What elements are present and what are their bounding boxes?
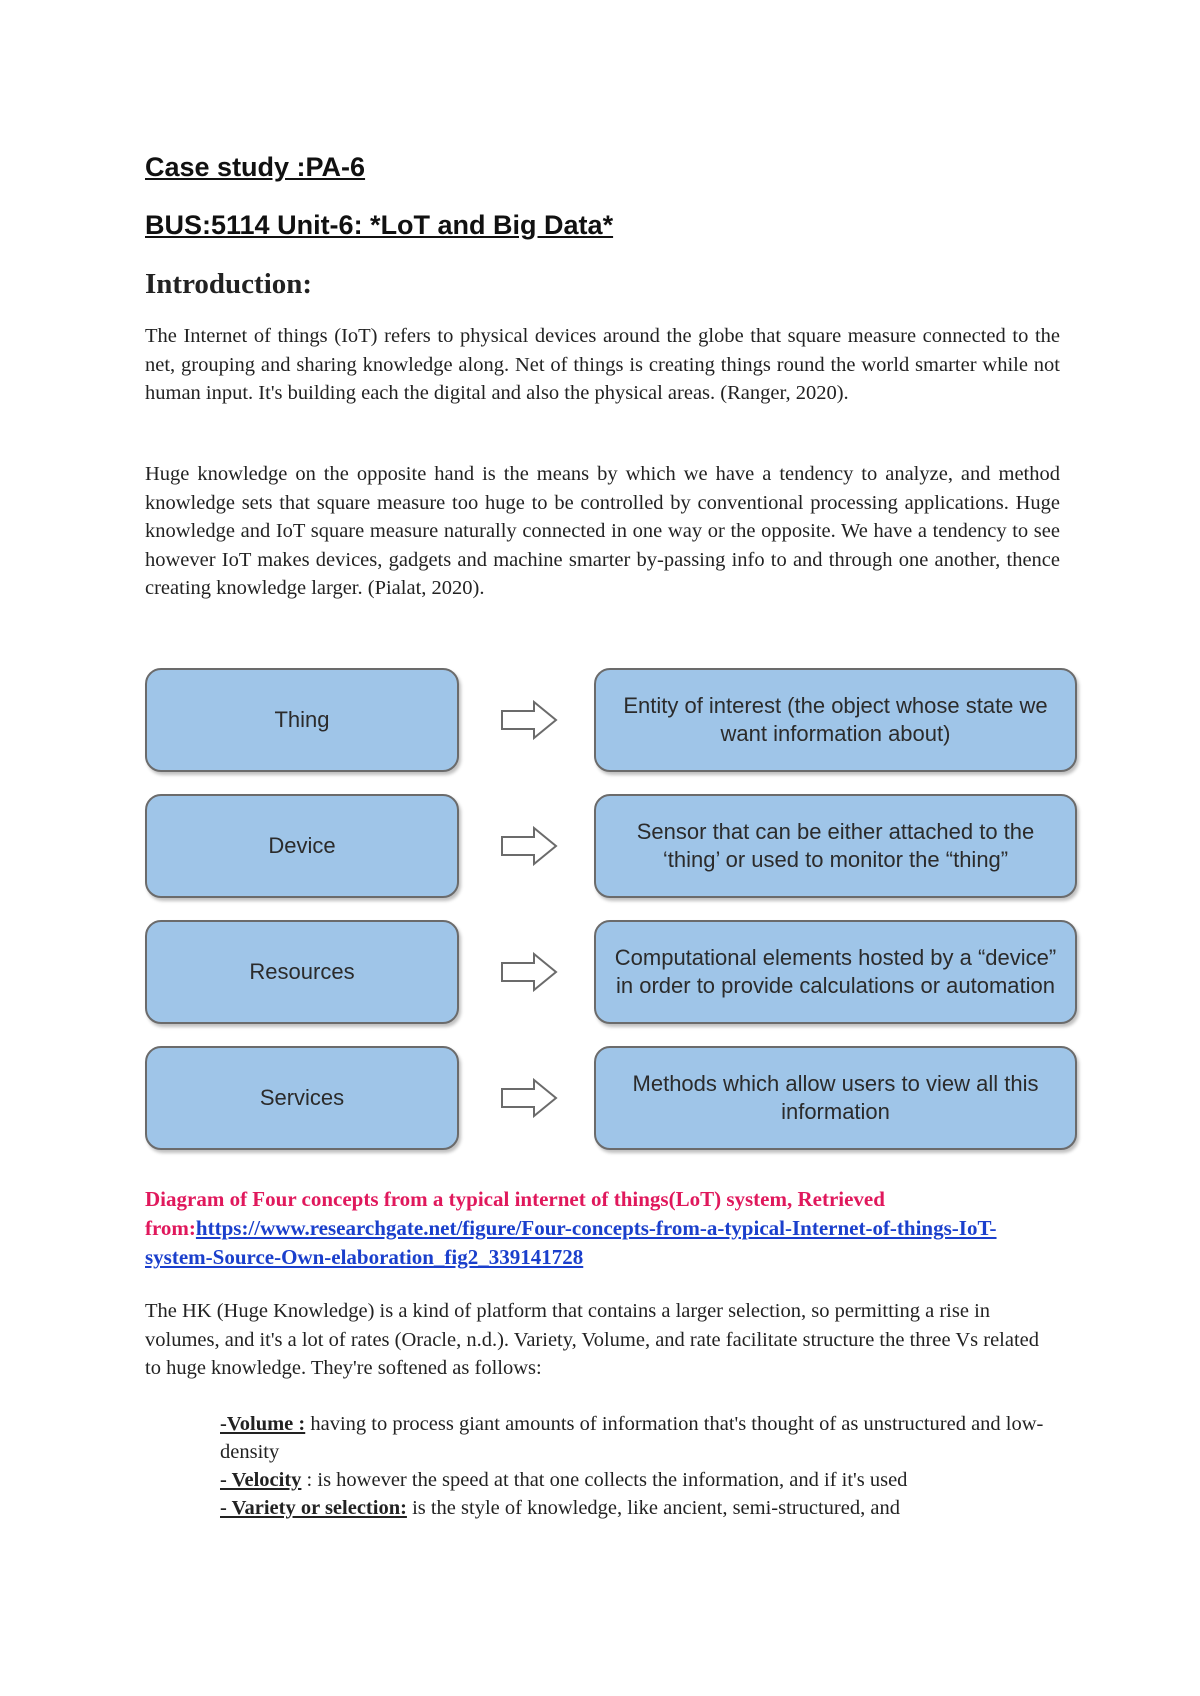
- description-label: Methods which allow users to view all this information: [632, 1071, 1039, 1124]
- right-arrow-icon: [500, 952, 558, 992]
- description-label: Computational elements hosted by a “device” in order to provide calculations or automation: [614, 945, 1057, 998]
- right-arrow-icon: [500, 826, 558, 866]
- description-box-resources: [594, 920, 1077, 1024]
- concept-box-device: [145, 794, 459, 898]
- bullet-term: -Volume :: [220, 1413, 306, 1435]
- bullet-text: having to process giant amounts of information that's thought of as unstructured and low-density: [220, 1413, 1044, 1463]
- intro-paragraph-2: Huge knowledge on the opposite hand is the means by which we have a tendency to analyze, and method knowledge sets that square measure too huge to be controlled by conventional processing applications. Huge knowledge and IoT square measure naturally connected in one way or the opposite. We have a tendency to see however IoT makes devices, gadgets and machine smarter by-passing info to and through one another, thence creating knowledge larger. (Pialat, 2020).: [145, 463, 1060, 599]
- bullet-term: - Velocity: [220, 1469, 302, 1491]
- concept-box-thing: [145, 668, 459, 772]
- concept-label: Resources: [249, 959, 355, 984]
- big-data-paragraph: The HK (Huge Knowledge) is a kind of platform that contains a larger selection, so permitting a rise in volumes, and it's a lot of rates (Oracle, n.d.). Variety, Volume, and rate facilitate structure the three Vs related to huge knowledge. They're softened as follows:: [145, 1300, 1040, 1379]
- concept-label: Device: [268, 833, 336, 858]
- description-box-device: [594, 794, 1077, 898]
- list-item: [220, 1466, 1070, 1494]
- description-label: Sensor that can be either attached to the ‘thing’ or used to monitor the “thing”: [636, 819, 1035, 872]
- intro-paragraph-1: The Internet of things (IoT) refers to physical devices around the globe that square measure connected to the net, grouping and sharing knowledge along. Net of things is creating things round the world smarter while not human input. It's building each the digital and also the physical areas. (Ranger, 2020).: [145, 325, 1060, 404]
- bullet-text: is the style of knowledge, like ancient, semi-structured, and: [406, 1497, 900, 1519]
- caption-text: Diagram of Four concepts from a typical internet of things(LoT) system, Retrieved from:: [145, 1187, 885, 1240]
- concept-box-services: [145, 1046, 459, 1150]
- right-arrow-icon: [500, 1078, 558, 1118]
- concept-box-resources: [145, 920, 459, 1024]
- list-item: [220, 1494, 1070, 1522]
- concept-label: Thing: [274, 707, 330, 732]
- description-box-thing: [594, 668, 1077, 772]
- bullet-term: - Variety or selection:: [220, 1497, 407, 1519]
- introduction-heading: Introduction:: [145, 268, 313, 300]
- description-label: Entity of interest (the object whose state we want information about): [623, 693, 1048, 746]
- concept-label: Services: [259, 1085, 345, 1110]
- list-item: [220, 1410, 1070, 1466]
- diagram-caption: [145, 1185, 1060, 1272]
- description-box-services: [594, 1046, 1077, 1150]
- source-link[interactable]: https://www.researchgate.net/figure/Four-concepts-from-a-typical-Internet-of-things-IoT-system-Source-Own-elaboration_fig2_339141728: [145, 1216, 997, 1269]
- bullet-text: : is however the speed at that one collects the information, and if it's used: [301, 1469, 908, 1491]
- three-vs-list: [220, 1410, 1070, 1522]
- case-study-title: Case study :PA-6: [145, 152, 366, 182]
- unit-title: BUS:5114 Unit-6: *LoT and Big Data*: [145, 210, 614, 240]
- right-arrow-icon: [500, 700, 558, 740]
